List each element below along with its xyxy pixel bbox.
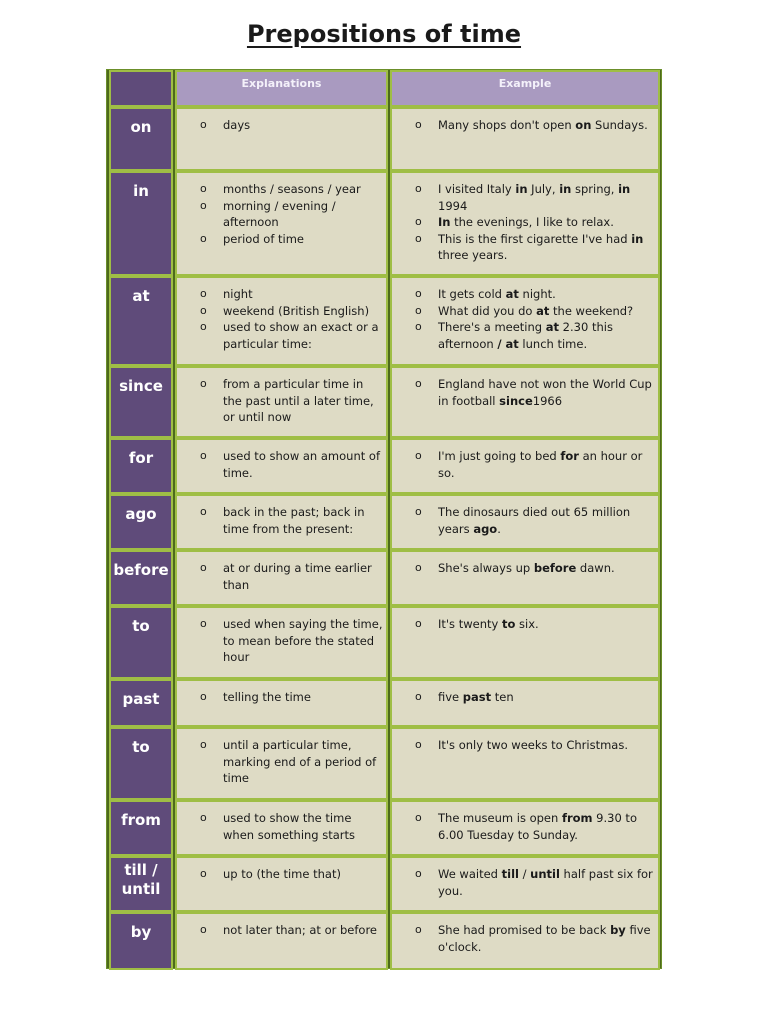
preposition-cell [109,107,173,171]
example-cell [390,107,660,171]
example-cell [390,679,660,727]
example-cell [390,171,660,276]
preposition-label: to [132,738,150,756]
header-example-cell [390,70,660,107]
explanation-cell [175,679,388,727]
example-cell [390,550,660,606]
example-text: I visited Italy [438,182,516,196]
preposition-cell [109,727,173,800]
example-text: This is the first cigarette I've had [438,231,632,246]
header-example-label: Example [498,77,552,90]
example-highlight: in [559,182,572,196]
explanation-item: o days [177,117,386,134]
example-text: spring, [571,182,619,196]
example-item [392,504,658,537]
explanation-item: o back in the past; back in time from the present: [177,504,386,537]
table-row [107,912,661,970]
explanation-item: o not later than; at or before [177,922,386,939]
example-highlight: ago [473,521,498,536]
preposition-label: ago [125,505,157,523]
example-highlight: for [560,449,579,463]
example-text: the evenings, I like to relax. [450,215,614,229]
example-highlight: at [536,303,550,318]
example-highlight: / at [497,336,519,351]
explanation-list [177,368,386,426]
example-item [392,560,658,577]
preposition-cell [109,856,173,912]
preposition-label: for [128,449,154,467]
example-list [392,914,658,955]
example-highlight: till [501,867,519,881]
example-text: the weekend? [549,303,634,318]
explanation-cell [175,494,388,550]
example-highlight: in [618,182,631,196]
explanation-list [177,496,386,537]
explanation-item: o used to show an exact or a particular time: [177,319,386,352]
explanation-list [177,552,386,593]
explanation-cell [175,912,388,970]
preposition-cell [109,276,173,366]
preposition-cell [109,800,173,856]
table-row [107,679,661,727]
example-text: She's always up [438,561,534,575]
example-text: five o'clock. [438,923,651,954]
example-highlight: on [575,118,592,132]
example-list [392,368,658,409]
prepositions-table [106,69,662,969]
example-text: What did you do [438,303,537,318]
example-cell [390,276,660,366]
explanation-item: o morning / evening / afternoon [177,198,386,231]
example-highlight: until [530,867,560,881]
example-text: three years. [438,248,508,262]
example-highlight: in [515,182,528,196]
explanation-item: o from a particular time in the past until a later time, or until now [177,376,386,426]
example-text: We waited [438,867,502,881]
example-item [392,231,658,264]
example-item [392,866,658,899]
preposition-label: to [132,617,150,635]
explanation-list [177,109,386,134]
example-highlight: at [545,320,560,334]
example-text: It gets cold [438,287,506,301]
table-row [107,107,661,171]
preposition-label: before [113,561,169,579]
example-item [392,303,658,320]
preposition-label: till / until [121,861,161,898]
table-row [107,550,661,606]
table-row [107,800,661,856]
explanation-list [177,173,386,247]
example-highlight: since [499,393,533,408]
example-text: dawn. [576,561,615,575]
example-list [392,608,658,633]
example-list [392,440,658,481]
example-text: Sundays. [591,118,648,132]
example-item [392,448,658,481]
example-text: / [518,867,531,881]
explanation-cell [175,800,388,856]
example-cell [390,366,660,438]
preposition-label: from [121,811,161,829]
example-item [392,810,658,843]
explanation-list [177,681,386,706]
explanation-item: o up to (the time that) [177,866,386,883]
example-item [392,376,658,409]
preposition-label: on [130,118,152,136]
example-text: There's a meeting [438,320,546,334]
explanation-item: o period of time [177,231,386,248]
explanation-item: o night [177,286,386,303]
example-highlight: In [438,215,451,229]
example-text: The dinosaurs died out 65 million years [438,505,631,536]
table-row [107,366,661,438]
example-text: half past six for you. [438,867,653,898]
example-item [392,922,658,955]
example-item [392,181,658,214]
example-text: . [497,521,501,536]
example-text: night. [518,287,556,301]
explanation-item: o at or during a time earlier than [177,560,386,593]
example-list [392,681,658,706]
preposition-label: since [119,377,163,395]
example-list [392,802,658,843]
table-row [107,276,661,366]
header-corner-cell [109,70,173,107]
example-cell [390,727,660,800]
header-explanations-label: Explanations [241,77,322,90]
explanation-item: o telling the time [177,689,386,706]
example-text: 2.30 this afternoon [438,320,613,351]
explanation-cell [175,438,388,494]
example-list [392,729,658,754]
preposition-cell [109,171,173,276]
example-highlight: to [501,617,516,631]
example-text: 1966 [532,393,563,408]
example-item [392,689,658,706]
example-highlight: from [561,811,593,825]
example-cell [390,438,660,494]
explanation-cell [175,727,388,800]
header-explanations-cell [175,70,388,107]
example-cell [390,606,660,679]
explanation-item: o used to show the time when something starts [177,810,386,843]
example-text: July, [527,182,560,196]
explanation-cell [175,171,388,276]
example-item [392,117,658,134]
example-text: ten [491,690,514,704]
preposition-label: at [132,287,150,305]
example-text: It's only two weeks to Christmas. [438,738,628,752]
preposition-cell [109,679,173,727]
page-title: Prepositions of time [246,20,522,48]
preposition-label: by [130,923,152,941]
explanation-item: o used when saying the time, to mean before the stated hour [177,616,386,666]
example-list [392,552,658,577]
example-text: She had promised to be back [438,923,611,937]
example-text: The museum is open [438,811,562,825]
example-list [392,109,658,134]
table-row [107,494,661,550]
example-item [392,319,658,352]
explanation-cell [175,366,388,438]
table-header-row [107,70,661,107]
example-cell [390,856,660,912]
example-item [392,286,658,303]
example-text: an hour or so. [438,449,643,480]
explanation-list [177,858,386,883]
example-highlight: past [462,690,492,704]
table-row [107,171,661,276]
example-text: I'm just going to bed [438,449,561,463]
explanation-list [177,440,386,481]
example-highlight: before [533,561,577,575]
example-cell [390,912,660,970]
example-highlight: by [610,923,626,937]
example-text: six. [515,617,539,631]
explanation-item: o until a particular time, marking end of a period of time [177,737,386,787]
table-row [107,438,661,494]
preposition-label: past [122,690,160,708]
explanation-list [177,802,386,843]
preposition-cell [109,606,173,679]
table-row [107,606,661,679]
explanation-item: o used to show an amount of time. [177,448,386,481]
preposition-cell [109,438,173,494]
explanation-item: o months / seasons / year [177,181,386,198]
example-text: It's twenty [438,617,502,631]
example-list [392,858,658,899]
example-item [392,737,658,754]
example-text: five [438,690,463,704]
table-row [107,727,661,800]
example-item [392,214,658,231]
table-row [107,856,661,912]
explanation-item: o weekend (British English) [177,303,386,320]
explanation-cell [175,606,388,679]
preposition-cell [109,550,173,606]
example-highlight: at [505,287,519,301]
preposition-cell [109,366,173,438]
example-text: Many shops don't open [438,118,576,132]
example-text: England have not won the World Cup in football [438,377,652,408]
preposition-cell [109,494,173,550]
example-cell [390,494,660,550]
example-item [392,616,658,633]
example-cell [390,800,660,856]
explanation-list [177,278,386,352]
explanation-list [177,608,386,666]
example-text: lunch time. [518,336,588,351]
explanation-cell [175,276,388,366]
explanation-list [177,914,386,939]
explanation-cell [175,856,388,912]
example-text: 9.30 to 6.00 Tuesday to Sunday. [438,811,637,842]
example-highlight: in [631,231,644,246]
preposition-cell [109,912,173,970]
explanation-cell [175,550,388,606]
example-list [392,496,658,537]
example-text: 1994 [438,198,468,213]
explanation-list [177,729,386,787]
explanation-cell [175,107,388,171]
preposition-label: in [133,182,149,200]
example-list [392,173,658,264]
example-list [392,278,658,352]
